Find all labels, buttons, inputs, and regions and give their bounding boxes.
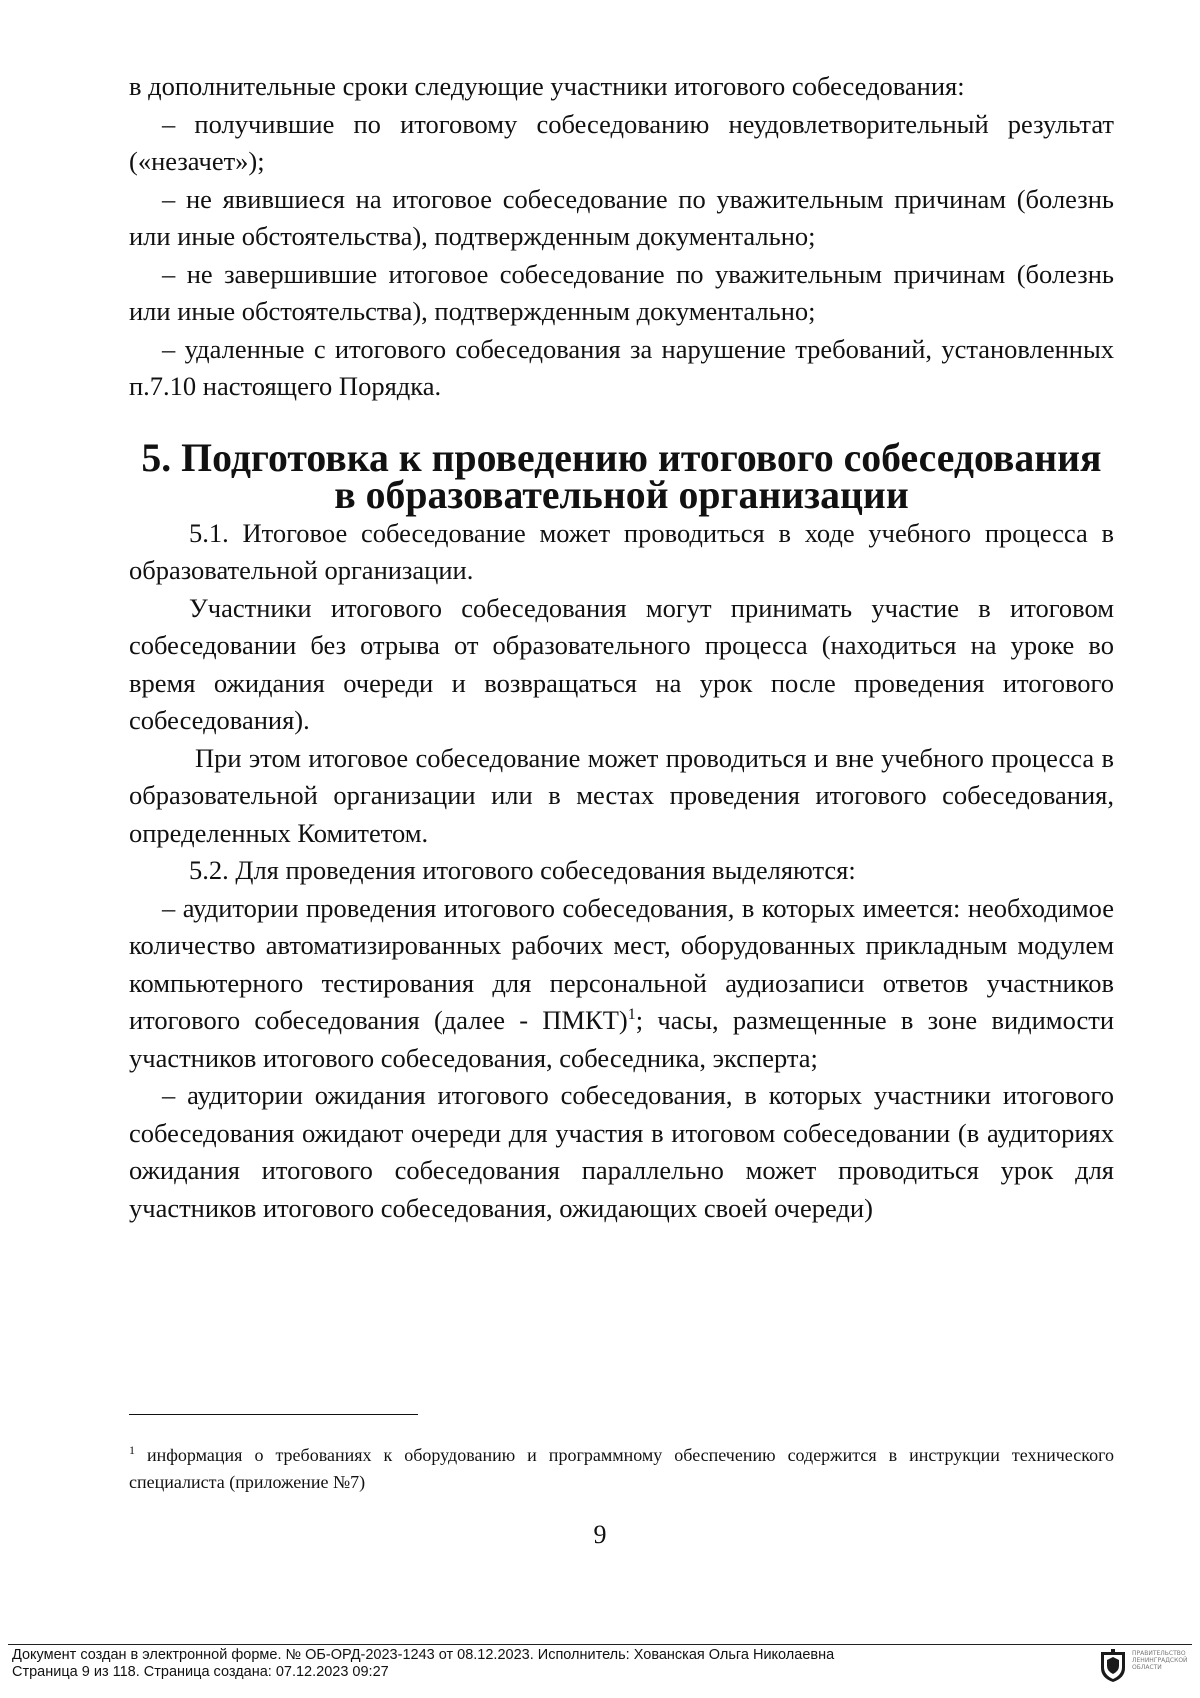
footnote-reference[interactable]: 1 xyxy=(627,1006,636,1024)
list-item-removed: – удаленные с итогового собеседования за нарушение требований, установленных п.7.10 настоящего Порядка. xyxy=(129,333,1114,401)
meta-line-document: Документ создан в электронной форме. № ОБ-ОРД-2023-1243 от 08.12.2023. Исполнитель: Хованская Ольга Николаевна xyxy=(12,1647,835,1663)
exam-rooms-text-a: – аудитории проведения итогового собеседования, в которых имеется: необходимое количество автоматизированных рабочих мест, оборудованных прикладным модулем компьютерного тестирования для персональной аудиозаписи ответов участников итогового собеседования (далее - ПМКТ) xyxy=(129,892,1114,1035)
document-body xyxy=(129,68,1114,1227)
section-heading-line-1: 5. Подготовка к проведению итогового собеседования xyxy=(141,435,1102,480)
footnote-text: информация о требованиях к оборудованию и программному обеспечению содержится в инструкции технического специалиста (приложение №7) xyxy=(129,1445,1114,1492)
section-heading-line-2: в образовательной организации xyxy=(334,473,909,517)
paragraph-5-1: 5.1. Итоговое собеседование может проводиться в ходе учебного процесса в образовательной организации. xyxy=(129,517,1114,585)
paragraph-intro: в дополнительные сроки следующие участники итогового собеседования: xyxy=(129,71,965,101)
meta-divider xyxy=(8,1644,1192,1645)
list-item-waiting-rooms: – аудитории ожидания итогового собеседования, в которых участники итогового собеседования ожидают очереди для участия в итоговом собеседовании (в аудиториях ожидания итогового собеседования параллельно может проводиться урок для участников итогового собеседования, ожидающих своей очереди) xyxy=(129,1080,1114,1223)
coat-of-arms-icon xyxy=(1098,1648,1128,1684)
meta-line-page: Страница 9 из 118. Страница создана: 07.12.2023 09:27 xyxy=(12,1664,389,1680)
document-meta xyxy=(12,1647,834,1681)
emblem-caption: ПРАВИТЕЛЬСТВО ЛЕНИНГРАДСКОЙ ОБЛАСТИ xyxy=(1132,1650,1188,1671)
list-item-exam-rooms xyxy=(129,890,1114,1078)
paragraph-5-2: 5.2. Для проведения итогового собеседования выделяются: xyxy=(189,855,856,885)
footnote-divider xyxy=(129,1414,418,1415)
footnote xyxy=(129,1442,1114,1496)
list-item-unsatisfactory: – получившие по итоговому собеседованию неудовлетворительный результат («незачет»); xyxy=(129,108,1114,176)
exam-rooms-text-b: ; часы, размещенные в зоне видимости участников итогового собеседования, собеседника, эксперта; xyxy=(129,1005,1115,1073)
paragraph-outside-process: При этом итоговое собеседование может проводиться и вне учебного процесса в образовательной организации или в местах проведения итогового собеседования, определенных Комитетом. xyxy=(129,742,1114,848)
list-item-absent: – не явившиеся на итоговое собеседование по уважительным причинам (болезнь или иные обстоятельства), подтвержденным документально; xyxy=(129,183,1114,251)
paragraph-participants: Участники итогового собеседования могут принимать участие в итоговом собеседовании без отрыва от образовательного процесса (находиться на уроке во время ожидания очереди и возвращаться на урок после проведения итогового собеседования). xyxy=(129,592,1114,735)
section-heading xyxy=(129,435,1114,517)
page-number: 9 xyxy=(593,1520,607,1549)
footnote-mark: 1 xyxy=(129,1443,135,1457)
list-item-not-completed: – не завершившие итоговое собеседование по уважительным причинам (болезнь или иные обстоятельства), подтвержденным документально; xyxy=(129,258,1114,326)
